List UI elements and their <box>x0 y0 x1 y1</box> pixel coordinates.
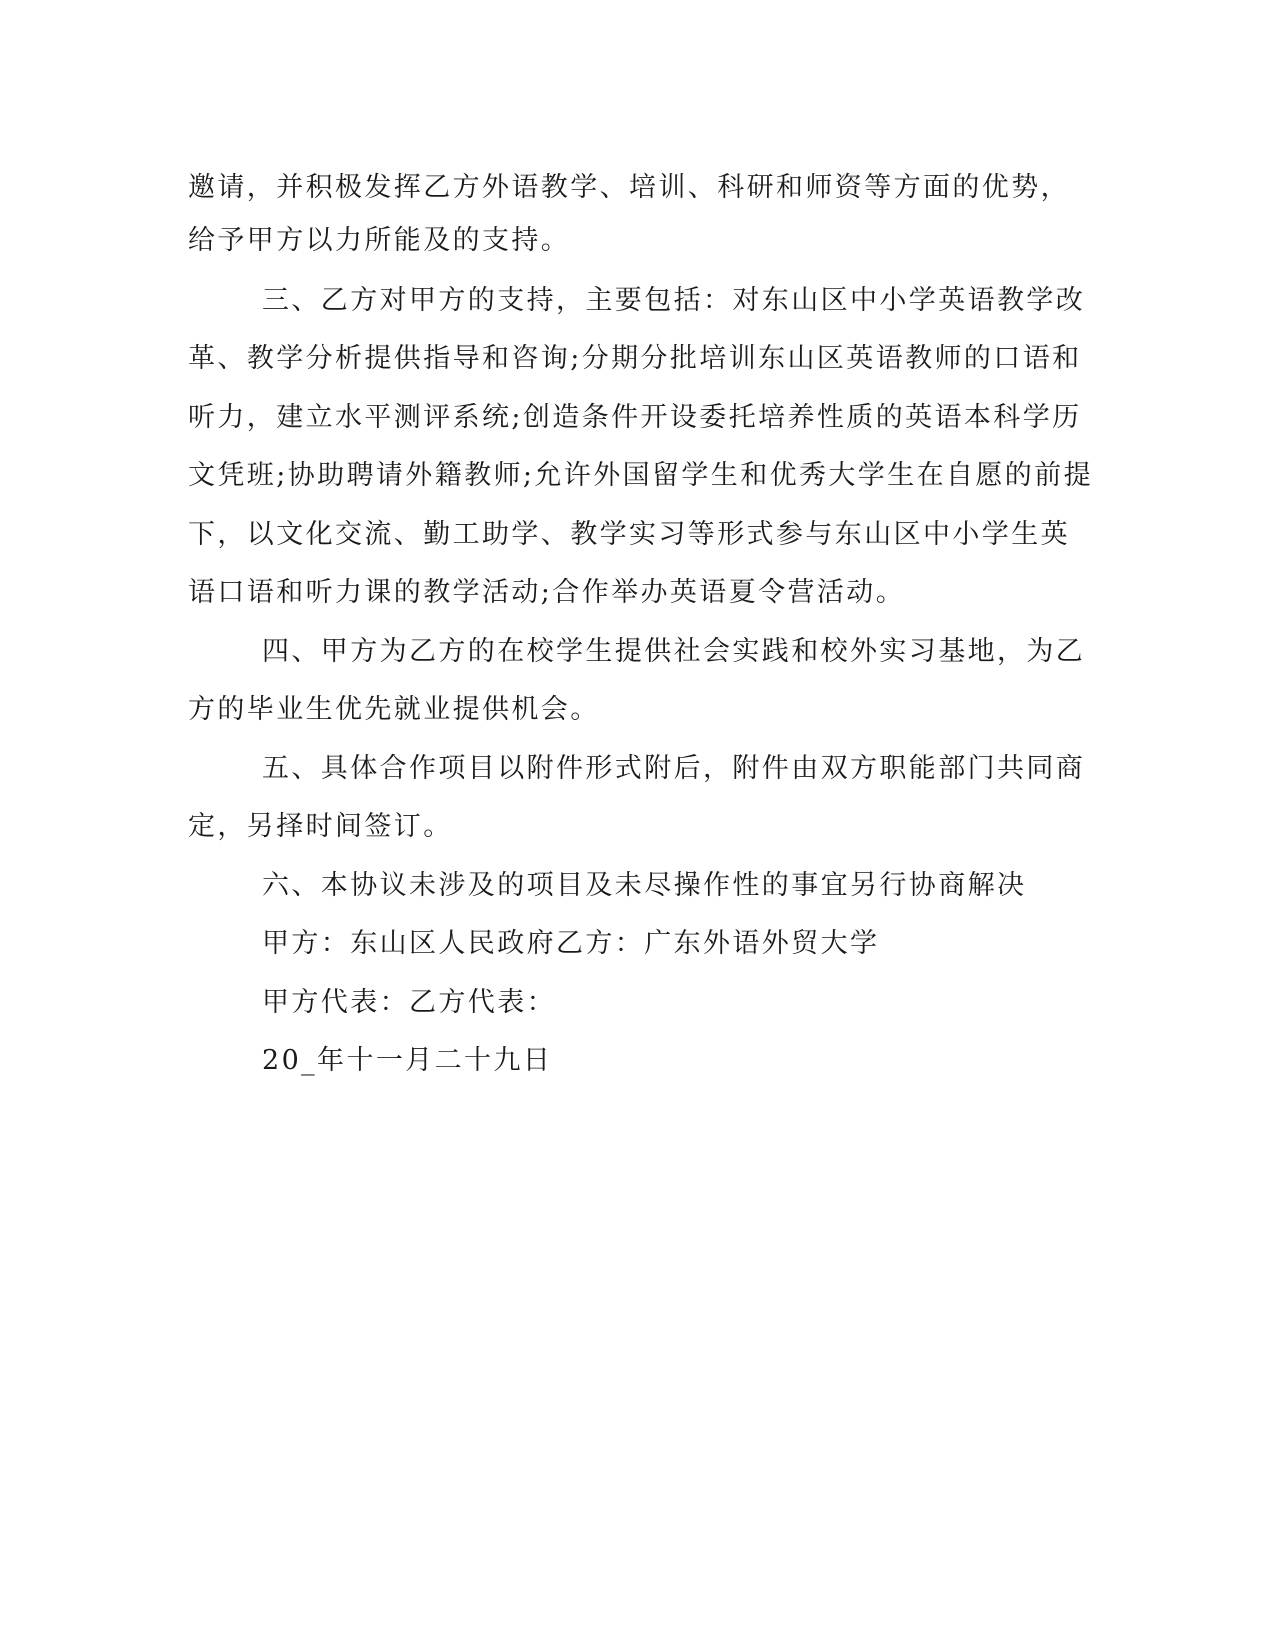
body-line: 邀请，并积极发挥乙方外语教学、培训、科研和师资等方面的优势， <box>188 172 1070 203</box>
clause-3-line: 下，以文化交流、勤工助学、教学实习等形式参与东山区中小学生英 <box>188 519 1070 550</box>
clause-4-line: 方的毕业生优先就业提供机会。 <box>188 694 600 725</box>
clause-3-line: 革、教学分析提供指导和咨询;分期分批培训东山区英语教师的口语和 <box>188 343 1082 374</box>
clause-4-line: 四、甲方为乙方的在校学生提供社会实践和校外实习基地，为乙 <box>262 636 1086 667</box>
parties-line: 甲方：东山区人民政府乙方：广东外语外贸大学 <box>262 928 880 959</box>
date-line: 20_年十一月二十九日 <box>262 1045 553 1076</box>
clause-6-line: 六、本协议未涉及的项目及未尽操作性的事宜另行协商解决 <box>262 870 1027 901</box>
representatives-line: 甲方代表：乙方代表： <box>262 987 556 1018</box>
clause-5-line: 定，另择时间签订。 <box>188 811 453 842</box>
clause-3-line: 三、乙方对甲方的支持，主要包括：对东山区中小学英语教学改 <box>262 285 1086 316</box>
clause-3-line: 语口语和听力课的教学活动;合作举办英语夏令营活动。 <box>188 577 906 608</box>
clause-3-line: 文凭班;协助聘请外籍教师;允许外国留学生和优秀大学生在自愿的前提 <box>188 460 1093 491</box>
body-line: 给予甲方以力所能及的支持。 <box>188 225 571 256</box>
clause-3-line: 听力，建立水平测评系统;创造条件开设委托培养性质的英语本科学历 <box>188 402 1082 433</box>
clause-5-line: 五、具体合作项目以附件形式附后，附件由双方职能部门共同商 <box>262 753 1086 784</box>
